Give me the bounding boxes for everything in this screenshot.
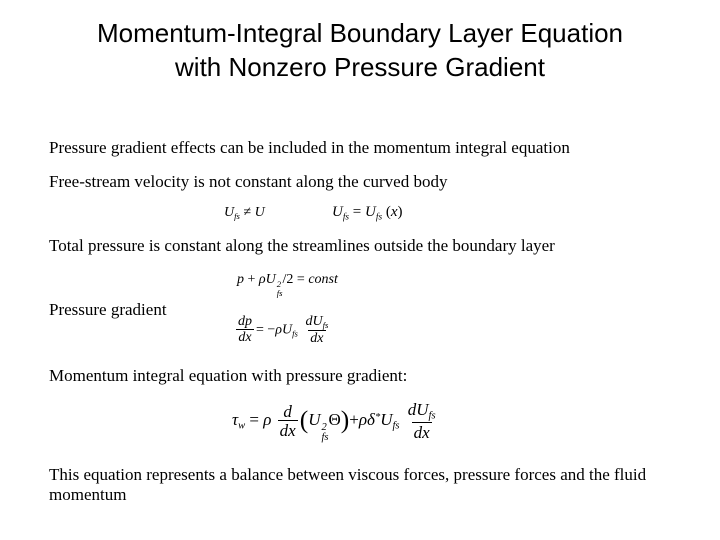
paragraph-total-pressure: Total pressure is constant along the streamlines outside the boundary layer (49, 236, 555, 255)
slide-title (0, 16, 720, 84)
equation-momentum-integral: $\tau_w = \rho$ $\frac{d}{dx}$ (U 2 fs $\Theta)+\rho\delta^*U_{fs}$ $\frac{dU_{fs}}{dx}$ (232, 400, 436, 444)
paragraph-momentum-integral: Momentum integral equation with pressure gradient: (49, 366, 408, 385)
slide-title-line-2: with Nonzero Pressure Gradient (175, 52, 545, 82)
equation-ufs-not-equal-u: $U_{fs} \ne U$ (224, 205, 265, 222)
paragraph-balance-line-1: This equation represents a balance between viscous forces, pressure forces and the fluid (49, 465, 647, 484)
paragraph-pressure-gradient: Pressure gradient (49, 300, 167, 319)
paragraph-balance-line-2: momentum (49, 485, 127, 504)
equation-pressure-gradient: $\frac{dp}{dx}$ = $-\rho U_{fs}$ $\frac{dU_{fs}}{dx}$ (238, 314, 329, 346)
paragraph-free-stream-velocity: Free-stream velocity is not constant along the curved body (49, 172, 448, 191)
equation-ufs-function-of-x: $U_{fs} = U_{fs}$ (x) (332, 204, 403, 223)
slide-title-line-1: Momentum-Integral Boundary Layer Equation (96, 18, 624, 48)
equation-bernoulli: p + ρU 2 fs /2 = const (237, 272, 338, 298)
paragraph-pressure-gradient-effects: Pressure gradient effects can be included in the momentum integral equation (49, 138, 570, 157)
